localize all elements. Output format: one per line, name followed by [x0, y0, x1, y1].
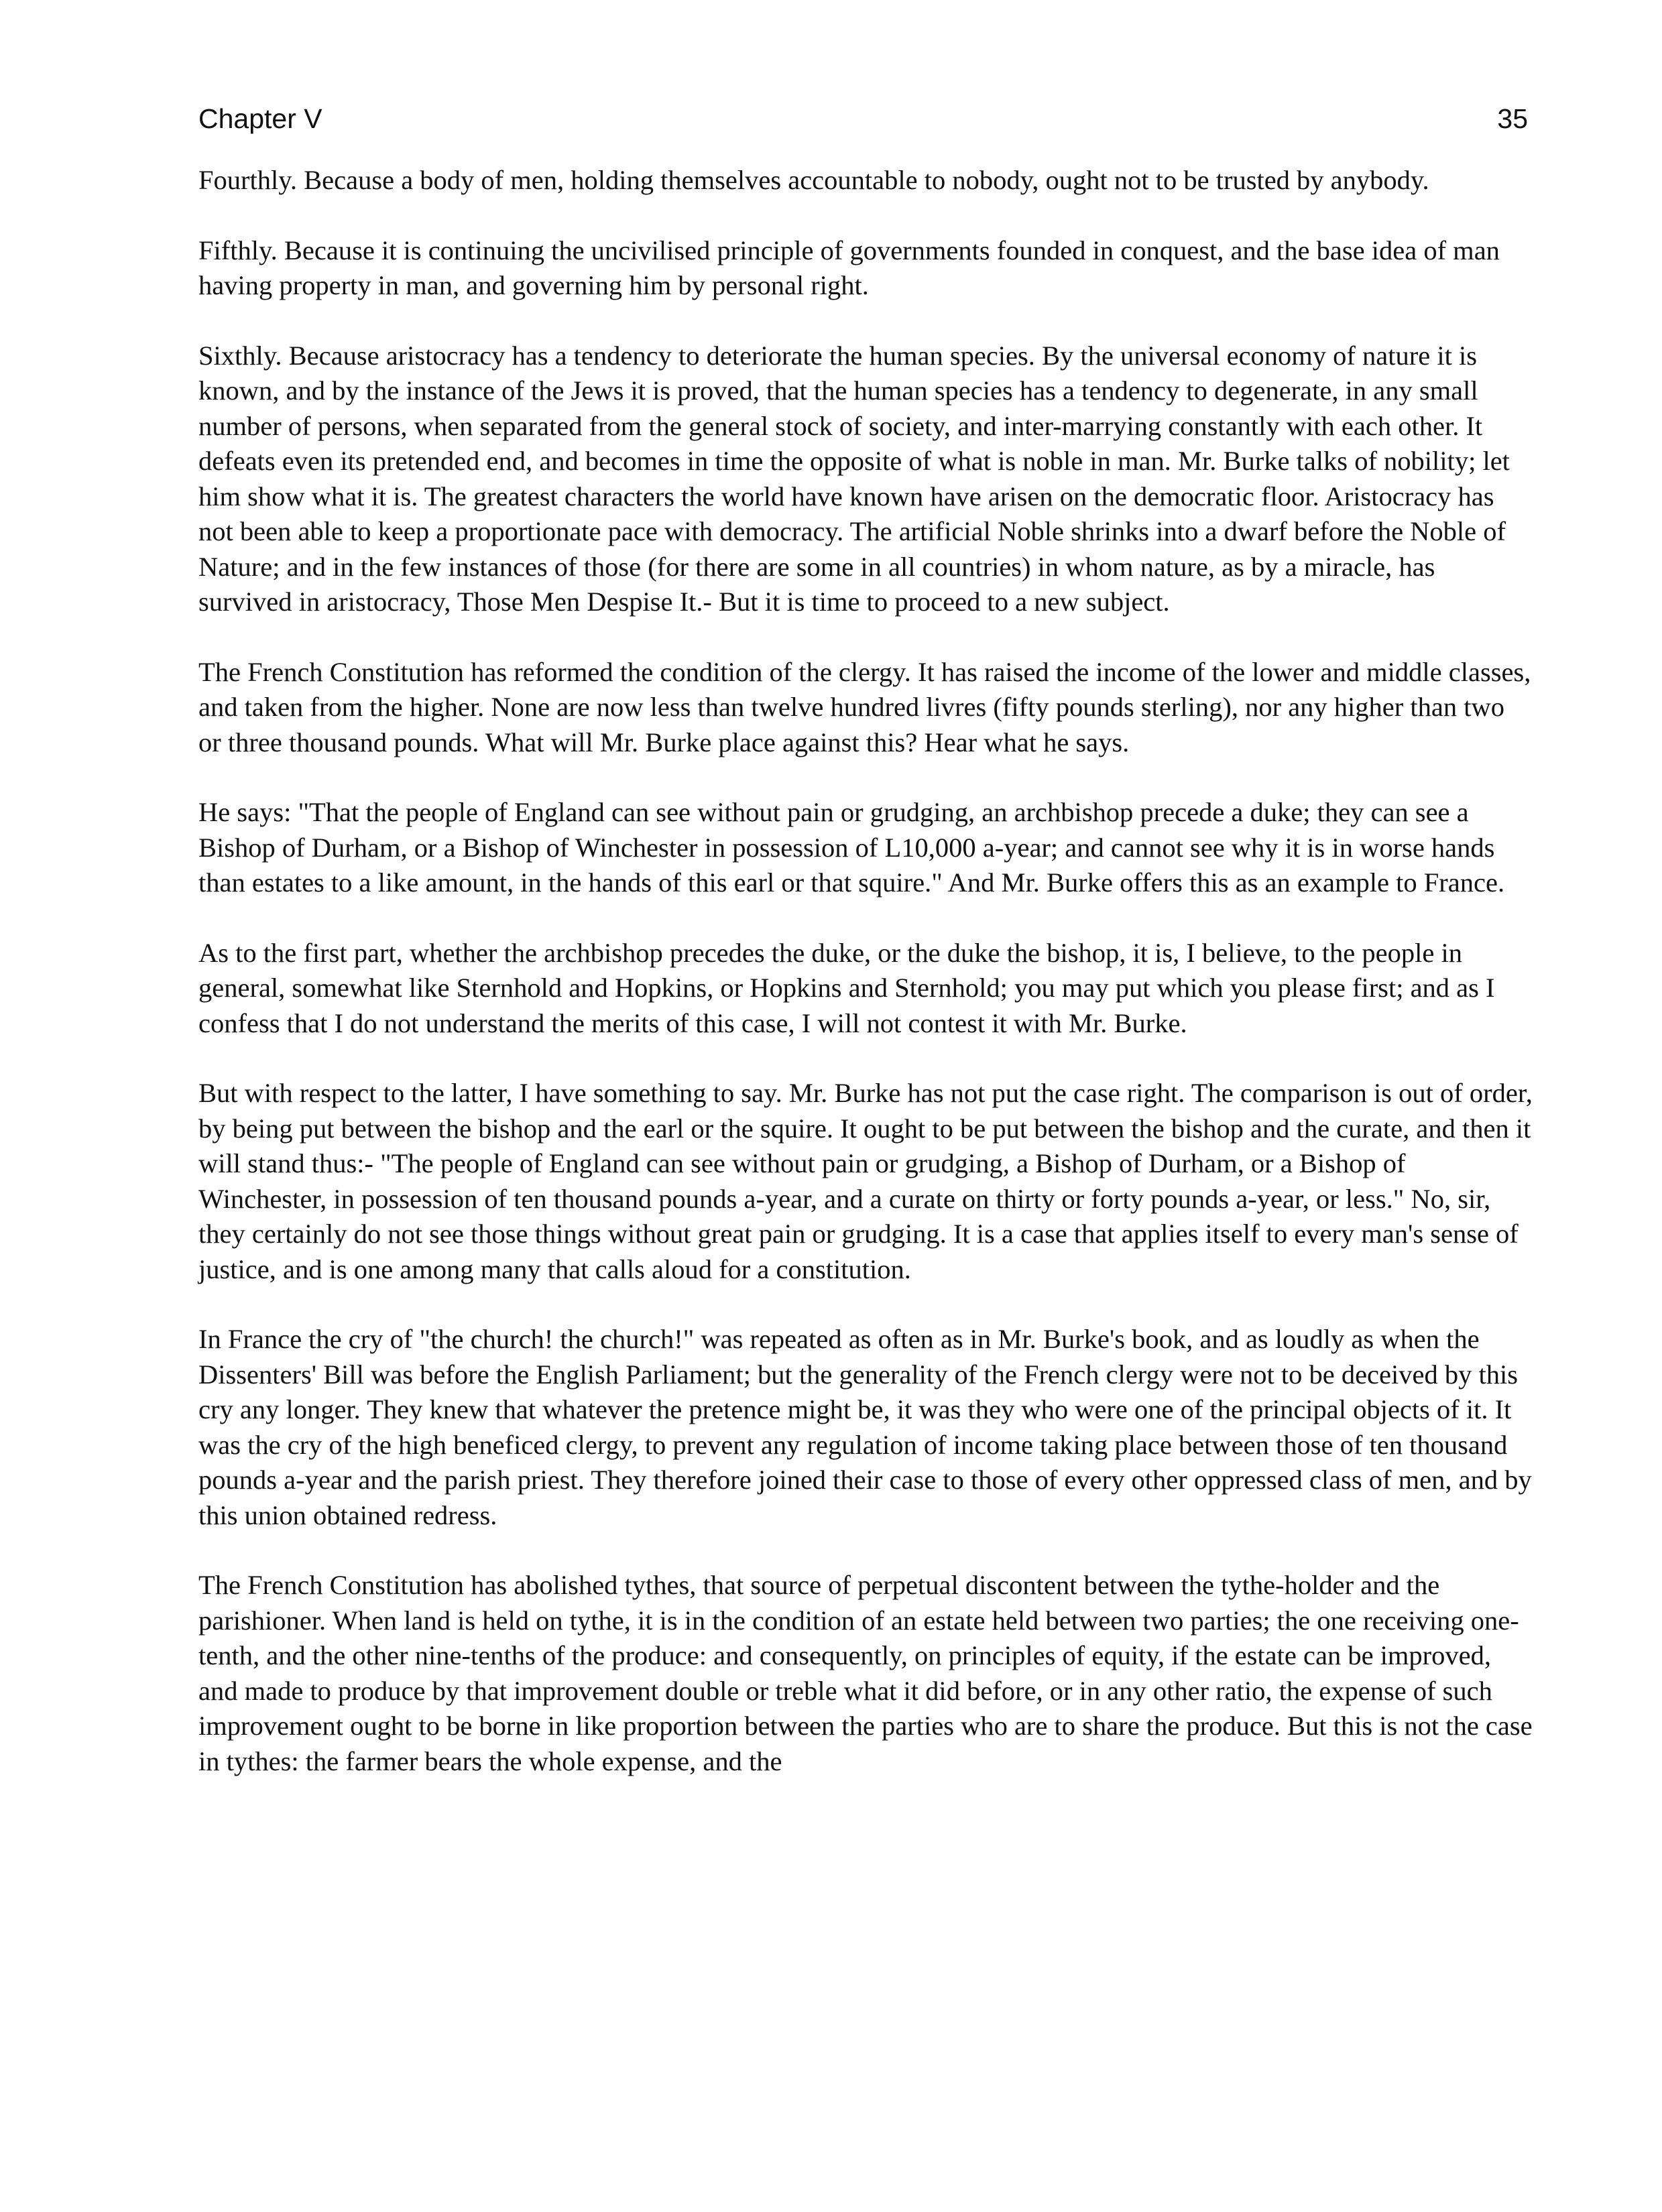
paragraph-fourthly: Fourthly. Because a body of men, holding themselves accountable to nobody, ought not to be trusted by anybody.: [198, 165, 1429, 195]
chapter-title: Chapter V: [198, 103, 322, 134]
paragraph-church-cry: In France the cry of "the church! the church!" was repeated as often as in Mr. Burke's book, and as loudly as when the Dissenters' Bill was before the English Parliament; but the generality of the French clergy were not to be deceived by this cry any longer. They knew that whatever the pretence might be, it was they who were one of the principal objects of it. It was the cry of the high beneficed clergy, to prevent any regulation of income taking place between those of ten thousand pounds a-year and the parish priest. They therefore joined their case to those of every other oppressed class of men, and by this union obtained redress.: [198, 1324, 1532, 1530]
body-text: [198, 163, 1533, 1814]
paragraph-clergy-reform: The French Constitution has reformed the condition of the clergy. It has raised the income of the lower and middle classes, and taken from the higher. None are now less than twelve hundred livres (fifty pounds sterling), nor any higher than two or three thousand pounds. What will Mr. Burke place against this? Hear what he says.: [198, 656, 1531, 757]
paragraph-archbishop-duke: As to the first part, whether the archbishop precedes the duke, or the duke the bishop, it is, I believe, to the people in general, somewhat like Sternhold and Hopkins, or Hopkins and Sternhold; you may put which you please first; and as I confess that I do not understand the merits of this case, I will not contest it with Mr. Burke.: [198, 937, 1495, 1038]
paragraph-fifthly: Fifthly. Because it is continuing the uncivilised principle of governments founded in conquest, and the base idea of man having property in man, and governing him by personal right.: [198, 235, 1500, 300]
paragraph-bishop-curate: But with respect to the latter, I have something to say. Mr. Burke has not put the case right. The comparison is out of order, by being put between the bishop and the earl or the squire. It ought to be put between the bishop and the curate, and then it will stand thus:- "The people of England can see without pain or grudging, a Bishop of Durham, or a Bishop of Winchester, in possession of ten thousand pounds a-year, and a curate on thirty or forty pounds a-year, or less." No, sir, they certainly do not see those things without great pain or grudging. It is a case that applies itself to every man's sense of justice, and is one among many that calls aloud for a constitution.: [198, 1078, 1533, 1284]
page-number: 35: [1497, 103, 1528, 134]
paragraph-sixthly: Sixthly. Because aristocracy has a tendency to deteriorate the human species. By the universal economy of nature it is known, and by the instance of the Jews it is proved, that the human species has a tendency to degenerate, in any small number of persons, when separated from the general stock of society, and inter-marrying constantly with each other. It defeats even its pretended end, and becomes in time the opposite of what is noble in man. Mr. Burke talks of nobility; let him show what it is. The greatest characters the world have known have arisen on the democratic floor. Aristocracy has not been able to keep a proportionate pace with democracy. The artificial Noble shrinks into a dwarf before the Noble of Nature; and in the few instances of those (for there are some in all countries) in whom nature, as by a miracle, has survived in aristocracy, Those Men Despise It.- But it is time to proceed to a new subject.: [198, 340, 1510, 617]
paragraph-tythes: The French Constitution has abolished tythes, that source of perpetual discontent between the tythe-holder and the parishioner. When land is held on tythe, it is in the condition of an estate held between two parties; the one receiving one-tenth, and the other nine-tenths of the produce: and consequently, on principles of equity, if the estate can be improved, and made to produce by that improvement double or treble what it did before, or in any other ratio, the expense of such improvement ought to be borne in like proportion between the parties who are to share the produce. But this is not the case in tythes: the farmer bears the whole expense, and the: [198, 1570, 1533, 1776]
running-header: [198, 102, 1528, 135]
paragraph-burke-quote: He says: "That the people of England can see without pain or grudging, an archbishop precede a duke; they can see a Bishop of Durham, or a Bishop of Winchester in possession of L10,000 a-year; and cannot see why it is in worse hands than estates to a like amount, in the hands of this earl or that squire." And Mr. Burke offers this as an example to France.: [198, 797, 1505, 898]
